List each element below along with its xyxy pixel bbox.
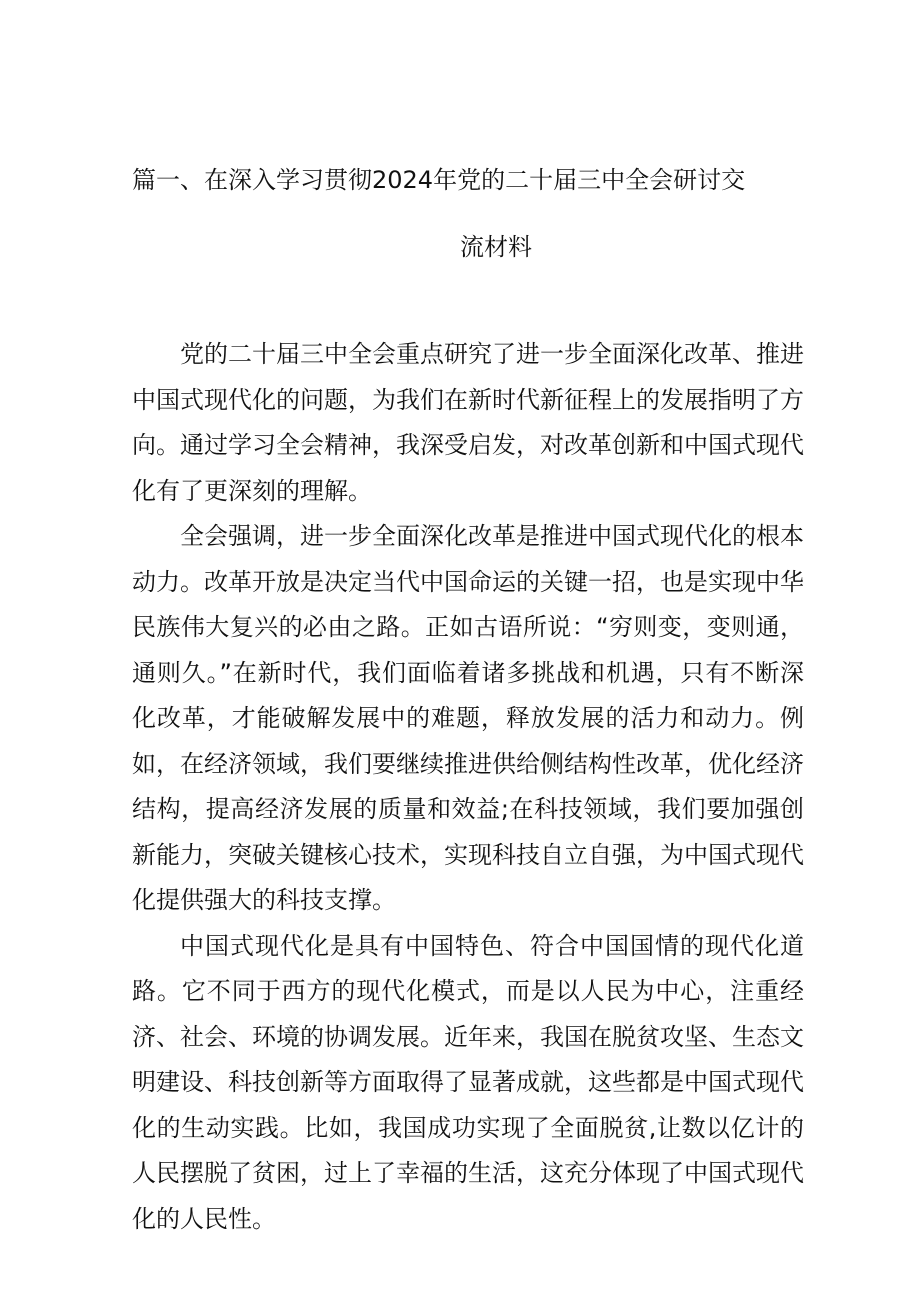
document-title-line-2: 流材料: [460, 233, 532, 261]
document-body: [132, 332, 804, 1242]
document-title-line-1: 篇一、在深入学习贯彻2024年党的二十届三中全会研讨交: [132, 166, 746, 194]
paragraph-2: 全会强调，进一步全面深化改革是推进中国式现代化的根本动力。改革开放是决定当代中国命运的关键一招，也是实现中华民族伟大复兴的必由之路。正如古语所说：“穷则变，变则通，通则久。”在新时代，我们面临着诸多挑战和机遇，只有不断深化改革，才能破解发展中的难题，释放发展的活力和动力。例如，在经济领域，我们要继续推进供给侧结构性改革，优化经济结构，提高经济发展的质量和效益;在科技领域，我们要加强创新能力，突破关键核心技术，实现科技自立自强，为中国式现代化提供强大的科技支撑。: [132, 522, 804, 914]
paragraph-1: 党的二十届三中全会重点研究了进一步全面深化改革、推进中国式现代化的问题，为我们在新时代新征程上的发展指明了方向。通过学习全会精神，我深受启发，对改革创新和中国式现代化有了更深刻的理解。: [132, 340, 804, 505]
paragraph-3: 中国式现代化是具有中国特色、符合中国国情的现代化道路。它不同于西方的现代化模式，而是以人民为中心，注重经济、社会、环境的协调发展。近年来，我国在脱贫攻坚、生态文明建设、科技创新等方面取得了显著成就，这些都是中国式现代化的生动实践。比如，我国成功实现了全面脱贫,让数以亿计的人民摆脱了贫困，过上了幸福的生活，这充分体现了中国式现代化的人民性。: [132, 931, 804, 1233]
